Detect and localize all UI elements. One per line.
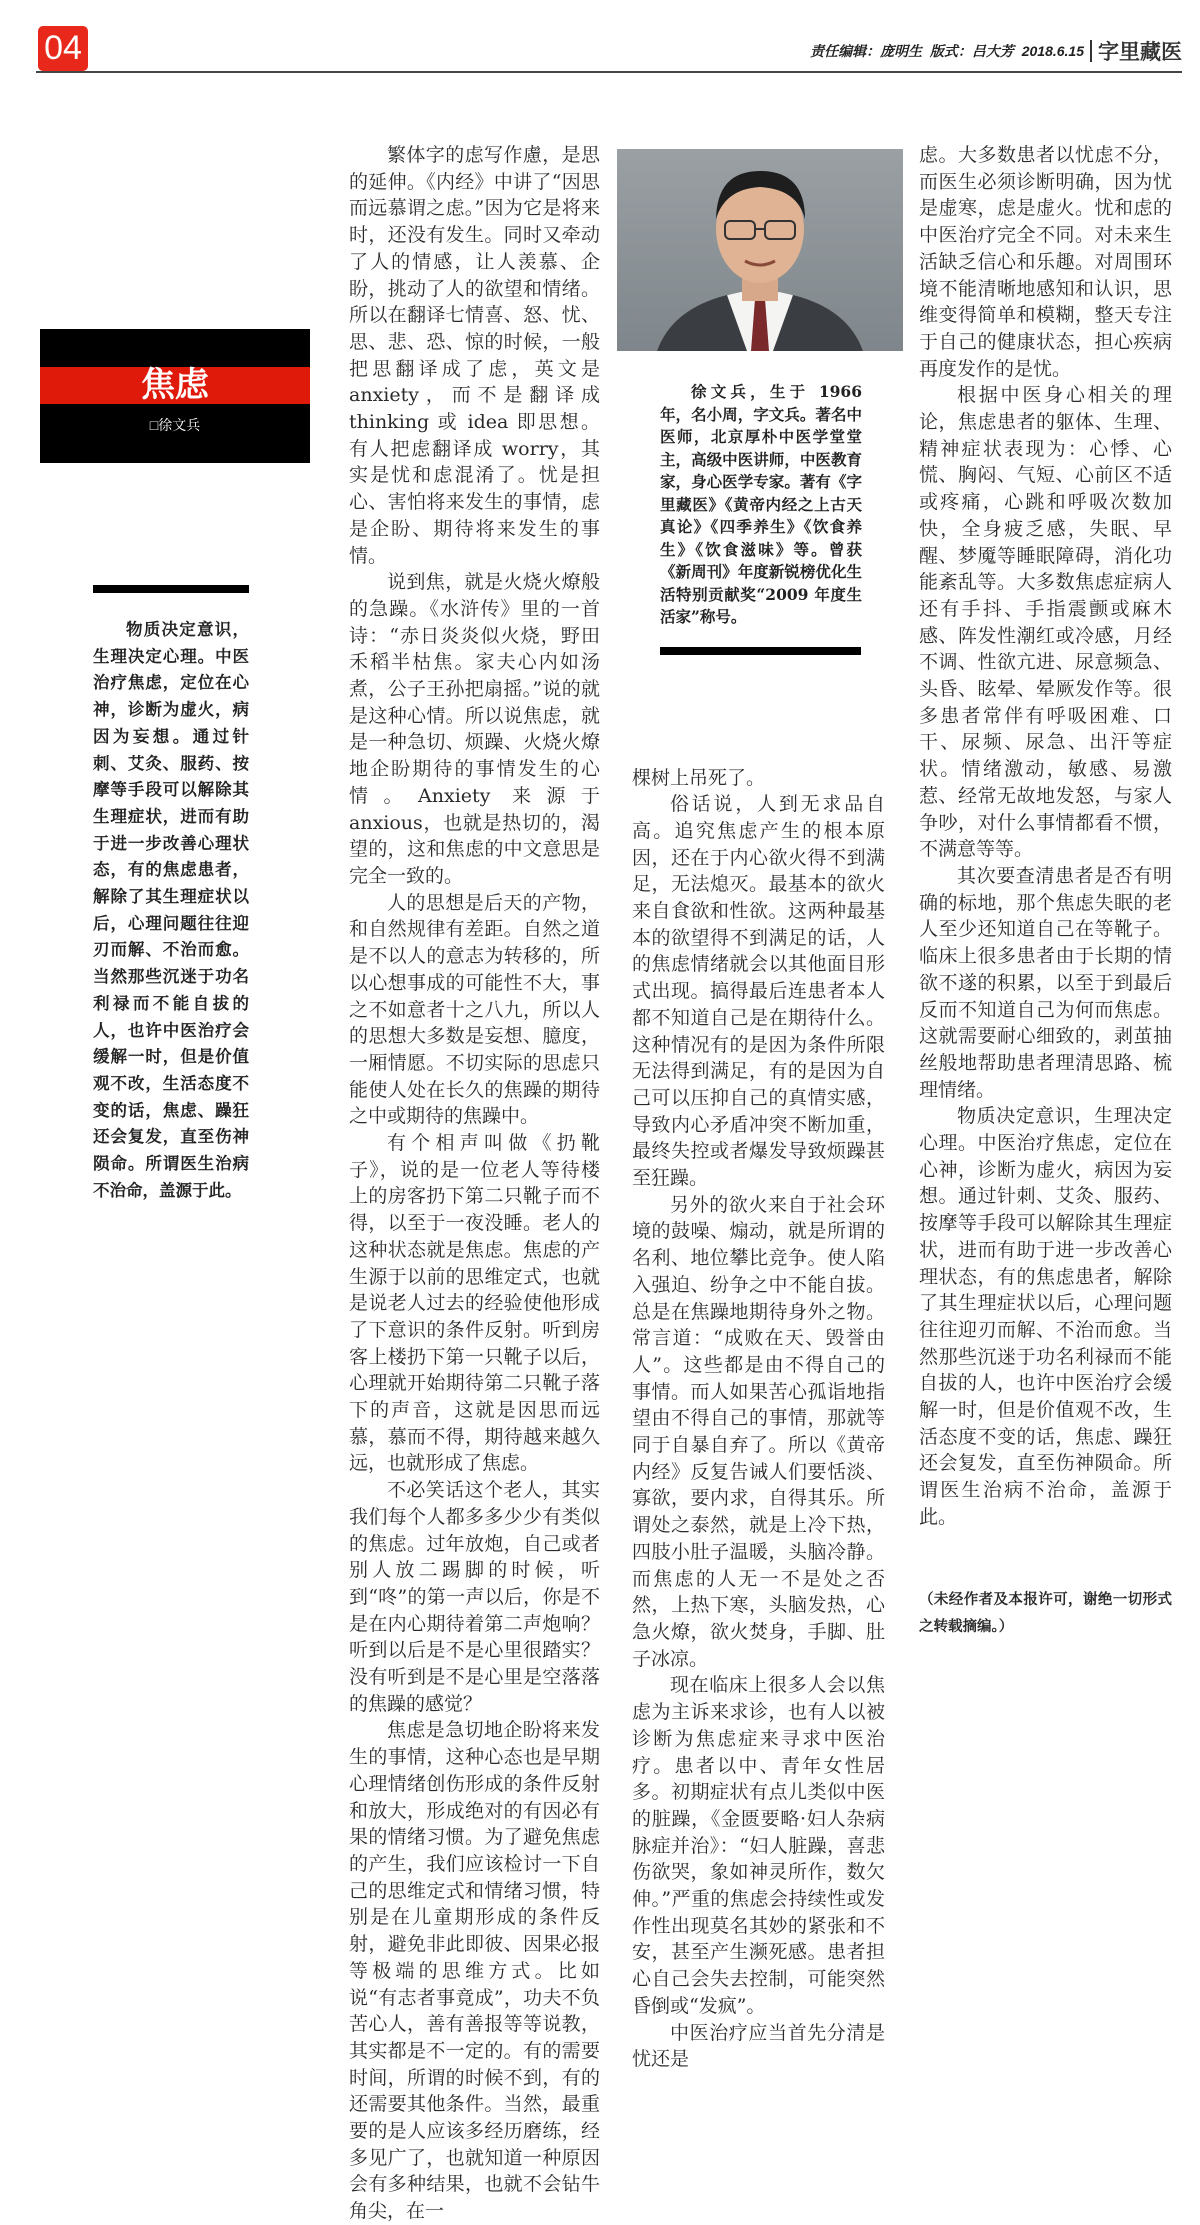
author-portrait-image bbox=[617, 149, 903, 351]
article-column-1 bbox=[349, 142, 600, 2225]
paragraph: 根据中医身心相关的理论，焦虑患者的躯体、生理、精神症状表现为：心悸、心慌、胸闷、气短、心前区不适或疼痛，心跳和呼吸次数加快，全身疲乏感，失眠、早醒、梦魇等睡眠障碍，消化功能紊乱等。大多数焦虑症病人还有手抖、手指震颤或麻木感、阵发性潮红或冷感，月经不调、性欲亢进、尿意频急、头昏、眩晕、晕厥发作等。很多患者常伴有呼吸困难、口干、尿频、尿急、出汗等症状。情绪激动，敏感、易激惹、经常无故地发怒，与家人争吵，对什么事情都看不惯，不满意等等。 bbox=[919, 384, 1172, 861]
paragraph: 说到焦，就是火烧火燎般的急躁。《水浒传》里的一首诗：“赤日炎炎似火烧，野田禾稻半枯焦。家夫心内如汤煮，公子王孙把扇摇。”说的就是这种心情。所以说焦虑，就是一种急切、烦躁、火烧火燎地企盼期待的事情发生的心情。Anxiety 来源于 anxious，也就是热切的，渴望的，这和焦虑的中文意思是完全一致的。 bbox=[349, 571, 600, 887]
page-number-badge: 04 bbox=[38, 26, 88, 71]
author-bio-caption bbox=[660, 381, 862, 629]
article-column-3 bbox=[919, 142, 1172, 1641]
pull-quote bbox=[93, 617, 249, 1204]
article-title: 焦虑 bbox=[141, 365, 209, 405]
paragraph: 有个相声叫做《扔靴子》，说的是一位老人等待楼上的房客扔下第二只靴子而不得，以至于一夜没睡。老人的这种状态就是焦虑。焦虑的产生源于以前的思维定式，也就是说老人过去的经验使他形成了下意识的条件反射。听到房客上楼扔下第一只靴子以后，心理就开始期待第二只靴子落下的声音，这就是因思而远慕，慕而不得，期待越来越久远，也就形成了焦虑。 bbox=[349, 1132, 600, 1475]
paragraph: 物质决定意识，生理决定心理。中医治疗焦虑，定位在心神，诊断为虚火，病因为妄想。通过针刺、艾灸、服药、按摩等手段可以解除其生理症状，进而有助于进一步改善心理状态，有的焦虑患者，解除了其生理症状以后，心理问题往往迎刃而解、不治而愈。当然那些沉迷于功名利禄而不能自拔的人，也许中医治疗会缓解一时，但是价值观不改，生活态度不变的话，焦虑、躁狂还会复发，直至伤神陨命。所谓医生治病不治命，盖源于此。 bbox=[919, 1105, 1172, 1528]
paragraph: 棵树上吊死了。 bbox=[632, 766, 766, 789]
paragraph: 中医治疗应当首先分清是忧还是 bbox=[632, 2021, 885, 2071]
caption-rule bbox=[660, 647, 861, 655]
pull-quote-rule bbox=[93, 585, 249, 593]
article-column-2 bbox=[632, 765, 885, 2073]
middle-column bbox=[617, 149, 903, 2073]
section-name: 字里藏医 bbox=[1098, 41, 1182, 64]
header-rule bbox=[36, 71, 1182, 73]
paragraph: 另外的欲火来自于社会环境的鼓噪、煽动，就是所谓的名利、地位攀比竞争。使人陷入强迫、纷争之中不能自拔。总是在焦躁地期待身外之物。常言道：“成败在天、毁誉由人”。这些都是由不得自己的事情。而人如果苦心孤诣地指望由不得自己的事情，那就等同于自暴自弃了。所以《黄帝内经》反复告诫人们要恬淡、寡欲，要内求，自得其乐。所谓处之泰然，就是上冷下热，四肢小肚子温暖，头脑冷静。而焦虑的人无一不是处之否然，上热下寒，头脑发热，心急火燎，欲火焚身，手脚、肚子冰凉。 bbox=[632, 1193, 885, 1670]
paragraph: 俗话说，人到无求品自高。追究焦虑产生的根本原因，还在于内心欲火得不到满足，无法熄灭。最基本的欲火来自食欲和性欲。这两种最基本的欲望得不到满足的话，人的焦虑情绪就会以其他面目形式出现。搞得最后连患者本人都不知道自己是在期待什么。这种情况有的是因为条件所限无法得到满足，有的是因为自己可以压抑自己的真情实感，导致内心矛盾冲突不断加重，最终失控或者爆发导致烦躁甚至狂躁。 bbox=[632, 793, 885, 1190]
editor-credits: 责任编辑：庞明生 版式：吕大芳 2018.6.15 bbox=[810, 43, 1084, 59]
article-title-box bbox=[40, 329, 310, 463]
copyright-notice: （未经作者及本报许可，谢绝一切形式之转载摘编。） bbox=[919, 1591, 1172, 1635]
paragraph: 不必笑话这个老人，其实我们每个人都多多少少有类似的焦虑。过年放炮，自己或者别人放二踢脚的时候，听到“咚”的第一声以后，你是不是在内心期待着第二声炮响？听到以后是不是心里很踏实？没有听到是不是心里是空落落的焦躁的感觉？ bbox=[349, 1479, 600, 1715]
pull-quote-text: 物质决定意识，生理决定心理。中医治疗焦虑，定位在心神，诊断为虚火，病因为妄想。通过针刺、艾灸、服药、按摩等手段可以解除其生理症状，进而有助于进一步改善心理状态，有的焦虑患者，解除了其生理症状以后，心理问题往往迎刃而解、不治而愈。当然那些沉迷于功名利禄而不能自拔的人，也许中医治疗会缓解一时，但是价值观不改，生活态度不变的话，焦虑、躁狂还会复发，直至伤神陨命。所谓医生治病不治命，盖源于此。 bbox=[93, 621, 249, 1200]
paragraph: 其次要查清患者是否有明确的标地，那个焦虑失眠的老人至少还知道自己在等靴子。临床上很多患者由于长期的情欲不遂的积累，以至于到最后反而不知道自己为何而焦虑。这就需要耐心细致的，剥茧抽丝般地帮助患者理清思路、梳理情绪。 bbox=[919, 864, 1172, 1101]
author-bio-text: 徐文兵，生于 1966 年，名小周，字文兵。著名中医师，北京厚朴中医学堂堂主，高级中医讲师，中医教育家，身心医学专家。著有《字里藏医》《黄帝内经之上古天真论》《四季养生》《饮食养生》《饮食滋味》等。曾获《新周刊》年度新锐榜优化生活特别贡献奖“2009 年度生活家”称号。 bbox=[660, 382, 862, 626]
paragraph: 焦虑是急切地企盼将来发生的事情，这种心态也是早期心理情绪创伤形成的条件反射和放大，形成绝对的有因必有果的情绪习惯。为了避免焦虑的产生，我们应该检讨一下自己的思维定式和情绪习惯，特别是在儿童期形成的条件反射，避免非此即彼、因果必报等极端的思维方式。比如说“有志者事竟成”，功夫不负苦心人，善有善报等等说教，其实都是不一定的。有的需要时间，所谓的时候不到，有的还需要其他条件。当然，最重要的是人应该多经历磨练，经多见广了，也就知道一种原因会有多种结果，也就不会钻牛角尖，在一 bbox=[349, 1719, 600, 2223]
paragraph: 人的思想是后天的产物，和自然规律有差距。自然之道是不以人的意志为转移的，所以心想事成的可能性不大，事之不如意者十之八九，所以人的思想大多数是妄想、臆度，一厢情愿。不切实际的思虑只能使人处在长久的焦躁的期待之中或期待的焦躁中。 bbox=[349, 891, 600, 1128]
paragraph: 虑。大多数患者以忧虑不分，而医生必须诊断明确，因为忧是虚寒，虑是虚火。忧和虑的中医治疗完全不同。对未来生活缺乏信心和乐趣。对周围环境不能清晰地感知和认识，思维变得简单和模糊，整天专注于自己的健康状态，担心疾病再度发作的是忧。 bbox=[919, 144, 1172, 380]
paragraph: 繁体字的虑写作慮，是思的延伸。《内经》中讲了“因思而远慕谓之虑。”因为它是将来时，还没有发生。同时又牵动了人的情感，让人羡慕、企盼，挑动了人的欲望和情绪。所以在翻译七情喜、怒、忧、思、悲、恐、惊的时候，一般把思翻译成了虑，英文是 anxiety，而不是翻译成 thinking 或 idea 即思想。 有人把虑翻译成 worry，其实是忧和虑混淆了。忧是担心、害怕将来发生的事情，虑是企盼、期待将来发生的事情。 bbox=[349, 144, 600, 567]
header-divider bbox=[1090, 40, 1092, 62]
header-right bbox=[810, 36, 1182, 66]
author-photo bbox=[617, 149, 903, 351]
paragraph: 现在临床上很多人会以焦虑为主诉来求诊，也有人以被诊断为焦虑症来寻求中医治疗。患者以中、青年女性居多。初期症状有点儿类似中医的脏躁，《金匮要略·妇人杂病脉症并治》：“妇人脏躁，喜悲伤欲哭，象如神灵所作，数欠伸。”严重的焦虑会持续性或发作性出现莫名其妙的紧张和不安，甚至产生濒死感。患者担心自己会失去控制，可能突然昏倒或“发疯”。 bbox=[632, 1674, 885, 2017]
byline: □徐文兵 bbox=[149, 417, 201, 433]
